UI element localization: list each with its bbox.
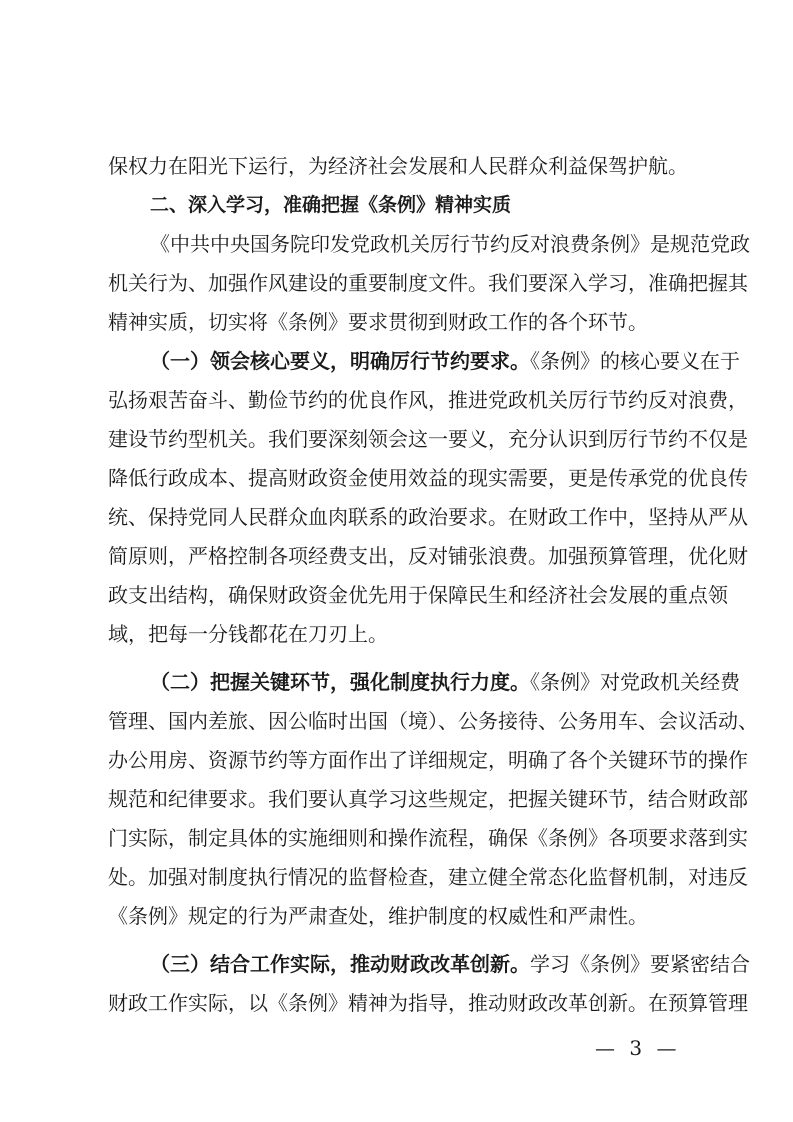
- line-text: 弘扬艰苦奋斗、勤俭节约的优良作风，推进党政机关厉行节约反对浪费，: [108, 388, 748, 412]
- text-line: [108, 459, 748, 498]
- text-line: [108, 945, 750, 984]
- paragraph-lead: （三）结合工作实际，推动财政改革创新。: [150, 952, 530, 976]
- text-line: [108, 303, 692, 342]
- line-text: 建设节约型机关。我们要深刻领会这一要义，充分认识到厉行节约不仅是: [108, 427, 748, 451]
- text-line: [108, 498, 748, 537]
- paragraph: [108, 225, 750, 342]
- line-text: 管理、国内差旅、因公临时出国（境）、公务接待、公务用车、会议活动、: [108, 709, 758, 733]
- line-text: 财政工作实际，以《条例》精神为指导，推动财政改革创新。在预算管理: [108, 991, 748, 1015]
- text-line: [108, 741, 748, 780]
- paragraph: [108, 147, 692, 186]
- line-text: 《中共中央国务院印发党政机关厉行节约反对浪费条例》是规范党政: [150, 232, 750, 256]
- text-line: [108, 420, 748, 459]
- line-text: 政支出结构，确保财政资金优先用于保障民生和经济社会发展的重点领: [108, 583, 728, 607]
- text-line: [108, 225, 750, 264]
- text-line: [108, 537, 748, 576]
- page-number: — 3 —: [595, 1036, 681, 1060]
- line-text: 统、保持党同人民群众血肉联系的政治要求。在财政工作中，坚持从严从: [108, 505, 748, 529]
- line-text: 门实际，制定具体的实施细则和操作流程，确保《条例》各项要求落到实: [108, 826, 748, 850]
- paragraph-lead: （二）把握关键环节，强化制度执行力度。: [150, 670, 530, 694]
- text-line: [108, 819, 748, 858]
- text-line: [108, 702, 758, 741]
- line-text: 精神实质，切实将《条例》要求贯彻到财政工作的各个环节。: [108, 310, 648, 334]
- text-line: [108, 663, 740, 702]
- section-heading: [108, 186, 692, 225]
- text-line: [108, 780, 748, 819]
- text-line: [108, 984, 748, 1023]
- line-text: 域，把每一分钱都花在刀刃上。: [108, 622, 388, 646]
- line-text: 《条例》规定的行为严肃查处，维护制度的权威性和严肃性。: [108, 904, 648, 928]
- paragraph: [108, 945, 750, 1023]
- text-line: [108, 342, 740, 381]
- text-line: [108, 615, 692, 654]
- line-text: 《条例》对党政机关经费: [530, 670, 740, 694]
- line-text: 保权力在阳光下运行，为经济社会发展和人民群众利益保驾护航。: [108, 154, 688, 178]
- text-line: [108, 264, 748, 303]
- paragraph: [108, 342, 748, 654]
- line-text: 《条例》的核心要义在于: [530, 349, 740, 373]
- document-body: [108, 147, 758, 1023]
- paragraph: [108, 663, 758, 936]
- text-line: [108, 381, 748, 420]
- line-text: 机关行为、加强作风建设的重要制度文件。我们要深入学习，准确把握其: [108, 271, 748, 295]
- line-text: 学习《条例》要紧密结合: [530, 952, 750, 976]
- line-text: 办公用房、资源节约等方面作出了详细规定，明确了各个关键环节的操作: [108, 748, 748, 772]
- line-text: 规范和纪律要求。我们要认真学习这些规定，把握关键环节，结合财政部: [108, 787, 748, 811]
- line-text: 处。加强对制度执行情况的监督检查，建立健全常态化监督机制，对违反: [108, 865, 748, 889]
- line-text: 降低行政成本、提高财政资金使用效益的现实需要，更是传承党的优良传: [108, 466, 748, 490]
- text-line: [108, 858, 748, 897]
- line-text: 简原则，严格控制各项经费支出，反对铺张浪费。加强预算管理，优化财: [108, 544, 748, 568]
- text-line: [108, 576, 728, 615]
- paragraph-lead: （一）领会核心要义，明确厉行节约要求。: [150, 349, 530, 373]
- text-line: [108, 897, 692, 936]
- text-line: [108, 147, 692, 186]
- heading-text: 二、深入学习，准确把握《条例》精神实质: [150, 194, 512, 216]
